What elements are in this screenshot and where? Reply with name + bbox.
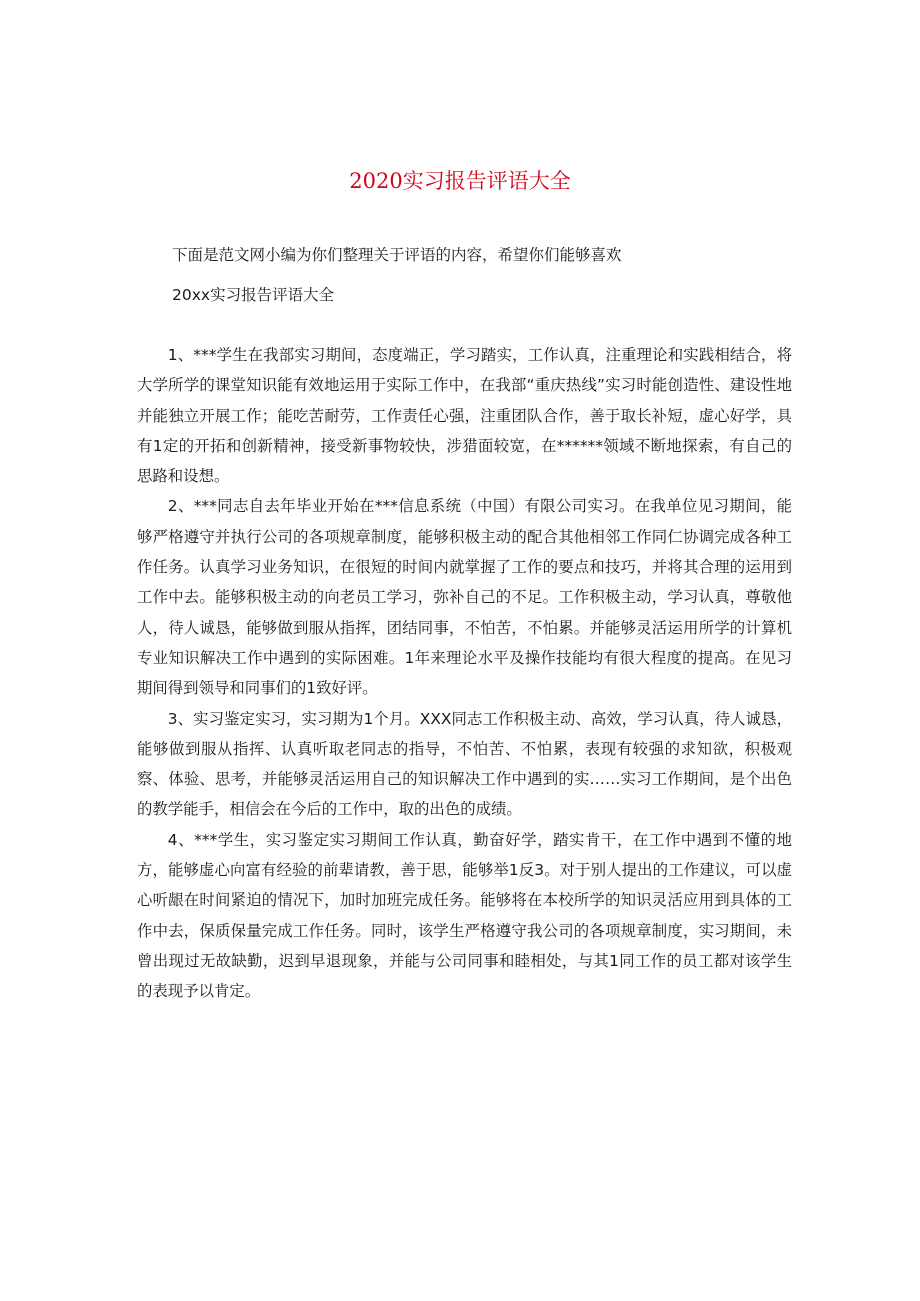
paragraph-1: 1、***学生在我部实习期间，态度端正，学习踏实，工作认真，注重理论和实践相结合，将大学所学的课堂知识能有效地运用于实际工作中，在我部“重庆热线”实习时能创造性、建设性地并能独立开展工作；能吃苦耐劳，工作责任心强，注重团队合作，善于取长补短，虚心好学，具有1定的开拓和创新精神，接受新事物较快，涉猎面较宽，在******领域不断地探索，有自己的思路和设想。 [137,346,792,486]
paragraph-2: 2、***同志自去年毕业开始在***信息系统（中国）有限公司实习。在我单位见习期间，能够严格遵守并执行公司的各项规章制度，能够积极主动的配合其他相邻工作同仁协调完成各种工作任务。认真学习业务知识，在很短的时间内就掌握了工作的要点和技巧，并将其合理的运用到工作中去。能够积极主动的向老员工学习，弥补自己的不足。工作积极主动，学习认真，尊敬他人，待人诚恳，能够做到服从指挥，团结同事，不怕苦，不怕累。并能够灵活运用所学的计算机专业知识解决工作中遇到的实际困难。1年来理论水平及操作技能均有很大程度的提高。在见习期间得到领导和同事们的1致好评。 [137,497,792,698]
paragraph-4: 4、***学生，实习鉴定实习期间工作认真，勤奋好学，踏实肯干，在工作中遇到不懂的地方，能够虚心向富有经验的前辈请教，善于思，能够举1反3。对于别人提出的工作建议，可以虚心听龈在时间紧迫的情况下，加时加班完成任务。能够将在本校所学的知识灵活应用到具体的工作中去，保质保量完成工作任务。同时，该学生严格遵守我公司的各项规章制度，实习期间，未曾出现过无故缺勤，迟到早退现象，并能与公司同事和睦相处，与其1同工作的员工都对该学生的表现予以肯定。 [137,830,792,1001]
document-body [137,340,792,1007]
paragraph-3: 3、实习鉴定实习，实习期为1个月。XXX同志工作积极主动、高效，学习认真，待人诚恳，能够做到服从指挥、认真听取老同志的指导，不怕苦、不怕累，表现有较强的求知欲，积极观察、体验、思考，并能够灵活运用自己的知识解决工作中遇到的实……实习工作期间，是个出色的教学能手，相信会在今后的工作中，取的出色的成绩。 [137,709,792,819]
subtitle-text: 20xx实习报告评语大全 [172,286,335,304]
document-title: 2020实习报告评语大全 [349,169,571,193]
intro-text: 下面是范文网小编为你们整理关于评语的内容，希望你们能够喜欢 [172,246,622,264]
